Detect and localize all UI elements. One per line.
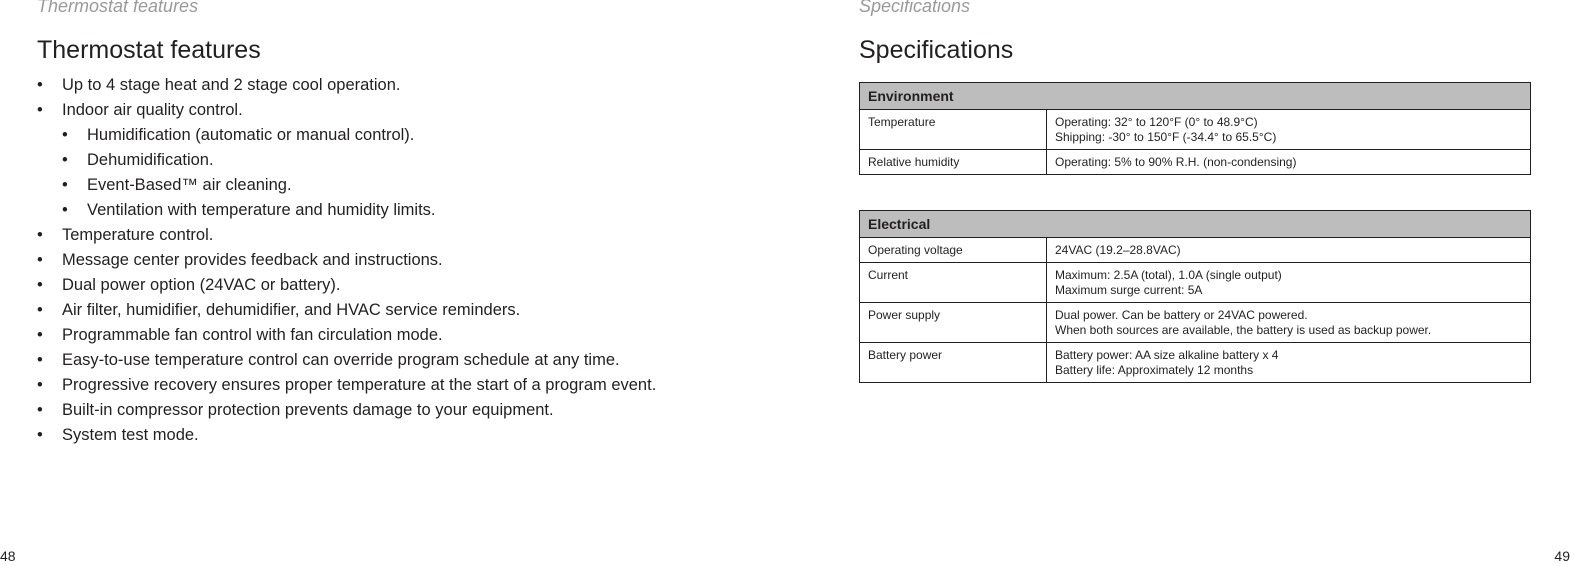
- list-item: [37, 373, 757, 398]
- features-title: Thermostat features: [37, 36, 261, 64]
- spec-value-line: Battery life: Approximately 12 months: [1055, 363, 1254, 377]
- feature-text: Air filter, humidifier, dehumidifier, and HVAC service reminders.: [62, 301, 521, 319]
- table-row: [860, 343, 1531, 383]
- list-item: [37, 423, 757, 448]
- spec-label: Power supply: [860, 303, 1047, 343]
- spec-value-line: Operating: 32° to 120°F (0° to 48.9°C): [1055, 115, 1258, 129]
- spec-value-line: 24VAC (19.2–28.8VAC): [1055, 243, 1181, 257]
- feature-text: Event-Based™ air cleaning.: [87, 176, 292, 194]
- bullet-mark: •: [37, 326, 43, 344]
- list-item: [37, 123, 757, 148]
- spec-value-line: Maximum surge current: 5A: [1055, 283, 1203, 297]
- list-item: [37, 98, 757, 123]
- spec-label: Relative humidity: [860, 150, 1047, 175]
- right-page: [787, 0, 1574, 566]
- list-item: [37, 73, 757, 98]
- spec-label: Current: [860, 263, 1047, 303]
- feature-text: Programmable fan control with fan circulation mode.: [62, 326, 443, 344]
- feature-text: Dehumidification.: [87, 151, 214, 169]
- table-row: [860, 238, 1531, 263]
- feature-list: [37, 73, 757, 448]
- feature-text: Built-in compressor protection prevents damage to your equipment.: [62, 401, 554, 419]
- bullet-mark: •: [37, 76, 43, 94]
- spec-value-line: When both sources are available, the battery is used as backup power.: [1055, 323, 1432, 337]
- list-item: [37, 273, 757, 298]
- list-item: [37, 198, 757, 223]
- bullet-mark: •: [37, 276, 43, 294]
- table-row: [860, 263, 1531, 303]
- feature-text: Humidification (automatic or manual control).: [87, 126, 415, 144]
- list-item: [37, 223, 757, 248]
- spec-value: [1047, 110, 1531, 150]
- feature-text: Indoor air quality control.: [62, 101, 243, 119]
- spec-value-line: Battery power: AA size alkaline battery x 4: [1055, 348, 1279, 362]
- running-head-right: Specifications: [859, 0, 971, 16]
- feature-text: Progressive recovery ensures proper temperature at the start of a program event.: [62, 376, 657, 394]
- list-item: [37, 348, 757, 373]
- running-head-left: Thermostat features: [37, 0, 199, 16]
- spec-value-line: Shipping: -30° to 150°F (-34.4° to 65.5°C): [1055, 130, 1277, 144]
- spec-value-line: Maximum: 2.5A (total), 1.0A (single output): [1055, 268, 1282, 282]
- bullet-mark: •: [37, 101, 43, 119]
- feature-text: Up to 4 stage heat and 2 stage cool operation.: [62, 76, 401, 94]
- list-item: [37, 248, 757, 273]
- feature-text: Message center provides feedback and instructions.: [62, 251, 443, 269]
- spec-value: [1047, 263, 1531, 303]
- spec-value-line: Operating: 5% to 90% R.H. (non-condensing): [1055, 155, 1297, 169]
- environment-header: Environment: [860, 83, 1531, 110]
- bullet-mark: •: [37, 401, 43, 419]
- list-item: [37, 323, 757, 348]
- feature-text: Ventilation with temperature and humidity limits.: [87, 201, 436, 219]
- spec-label: Temperature: [860, 110, 1047, 150]
- feature-text: Easy-to-use temperature control can override program schedule at any time.: [62, 351, 620, 369]
- list-item: [37, 173, 757, 198]
- bullet-mark: •: [62, 176, 68, 194]
- feature-text: Dual power option (24VAC or battery).: [62, 276, 341, 294]
- spec-value-line: Dual power. Can be battery or 24VAC powered.: [1055, 308, 1308, 322]
- page-number-left: 48: [0, 548, 16, 564]
- list-item: [37, 148, 757, 173]
- spec-label: Operating voltage: [860, 238, 1047, 263]
- bullet-mark: •: [37, 301, 43, 319]
- bullet-mark: •: [37, 426, 43, 444]
- table-row: [860, 110, 1531, 150]
- bullet-mark: •: [37, 351, 43, 369]
- spec-label: Battery power: [860, 343, 1047, 383]
- list-item: [37, 298, 757, 323]
- bullet-mark: •: [62, 201, 68, 219]
- feature-text: Temperature control.: [62, 226, 214, 244]
- bullet-mark: •: [62, 151, 68, 169]
- bullet-mark: •: [37, 251, 43, 269]
- spec-value: [1047, 238, 1531, 263]
- feature-text: System test mode.: [62, 426, 199, 444]
- bullet-mark: •: [62, 126, 68, 144]
- electrical-header: Electrical: [860, 211, 1531, 238]
- list-item: [37, 398, 757, 423]
- table-row: [860, 303, 1531, 343]
- table-header-row: [860, 211, 1531, 238]
- table-row: [860, 150, 1531, 175]
- specifications-title: Specifications: [859, 36, 1014, 64]
- spec-value: [1047, 303, 1531, 343]
- electrical-table: [859, 210, 1531, 383]
- bullet-mark: •: [37, 226, 43, 244]
- bullet-mark: •: [37, 376, 43, 394]
- spec-value: [1047, 150, 1531, 175]
- spec-value: [1047, 343, 1531, 383]
- table-header-row: [860, 83, 1531, 110]
- environment-table: [859, 82, 1531, 175]
- page-number-right: 49: [1554, 548, 1570, 564]
